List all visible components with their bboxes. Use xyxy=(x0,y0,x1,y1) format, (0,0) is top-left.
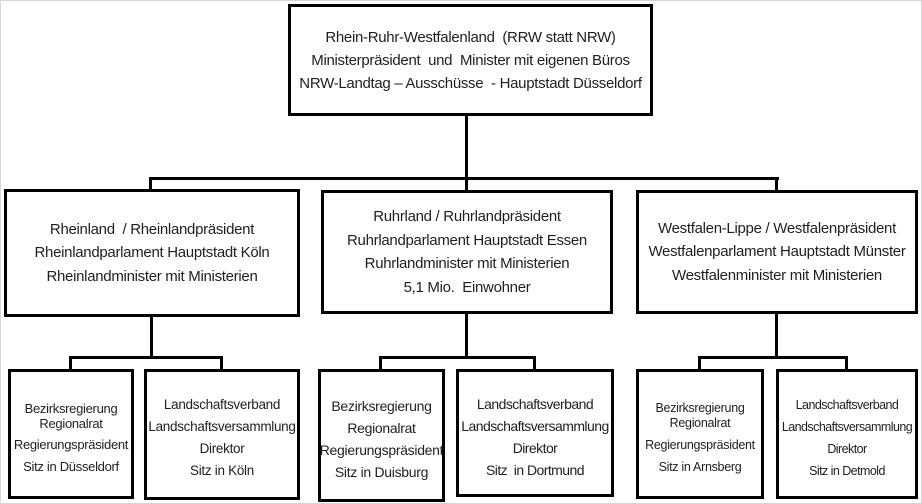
org-box-bezirksregierung-duisburg-line-3: Regierungspräsident xyxy=(319,442,444,458)
org-box-rheinland-line-3: Rheinlandminister mit Ministerien xyxy=(46,267,258,285)
org-box-landschaftsverband-dortmund-line-2: Landschaftsversammlung xyxy=(461,417,609,434)
org-box-bezirksregierung-arnsberg-line-1: Bezirksregierung xyxy=(655,400,745,415)
org-box-landschaftsverband-detmold-line-3: Direktor xyxy=(827,441,867,456)
connector-line xyxy=(150,315,153,359)
org-box-landschaftsverband-koeln-line-3: Direktor xyxy=(199,441,245,456)
org-box-bezirksregierung-duisburg xyxy=(318,369,445,502)
org-box-bezirksregierung-duesseldorf xyxy=(8,369,134,499)
connector-line xyxy=(698,356,848,359)
org-box-landschaftsverband-koeln-line-2: Landschaftsversammlung xyxy=(148,419,296,434)
org-box-ruhrland-line-1: Ruhrland / Ruhrlandpräsident xyxy=(373,208,561,225)
org-box-bezirksregierung-duisburg-line-4: Sitz in Duisburg xyxy=(334,464,429,480)
org-box-landschaftsverband-koeln-line-4: Sitz in Köln xyxy=(190,463,254,478)
org-box-bezirksregierung-duisburg-line-2: Regionalrat xyxy=(347,420,416,436)
org-box-ruhrland-line-4: 5,1 Mio. Einwohner xyxy=(403,278,531,296)
org-box-rrw-land-line-1: Rhein-Ruhr-Westfalenland (RRW statt NRW) xyxy=(325,28,616,46)
org-box-ruhrland-line-3: Ruhrlandminister mit Ministerien xyxy=(364,255,570,272)
org-box-bezirksregierung-duesseldorf-line-1: Bezirksregierung xyxy=(24,400,118,416)
connector-line xyxy=(69,356,223,359)
connector-line xyxy=(845,356,848,370)
org-box-landschaftsverband-detmold-line-4: Sitz in Detmold xyxy=(809,463,885,478)
org-box-rheinland xyxy=(4,189,300,317)
org-box-westfalen-lippe-line-1: Westfalen-Lippe / Westfalenpräsident xyxy=(658,219,896,237)
org-box-landschaftsverband-koeln xyxy=(144,369,300,500)
org-box-ruhrland xyxy=(321,190,613,314)
org-box-landschaftsverband-koeln-line-1: Landschaftsverband xyxy=(163,397,281,412)
org-box-paragraph xyxy=(656,401,745,431)
connector-line xyxy=(775,177,778,191)
org-box-bezirksregierung-duesseldorf-line-2: Regionalrat xyxy=(39,415,103,431)
connector-line xyxy=(533,356,536,370)
org-box-bezirksregierung-arnsberg-line-4: Sitz in Arnsberg xyxy=(658,459,742,474)
connector-line xyxy=(379,356,536,359)
org-box-bezirksregierung-duisburg-line-1: Bezirksregierung xyxy=(331,398,432,414)
org-box-rrw-land-line-2: Ministerpräsident und Minister mit eigenen Büros xyxy=(311,51,630,69)
org-box-landschaftsverband-dortmund-line-1: Landschaftsverband xyxy=(476,395,594,412)
org-box-rheinland-line-1: Rheinland / Rheinlandpräsident xyxy=(49,220,255,238)
org-box-paragraph xyxy=(25,401,118,431)
org-box-landschaftsverband-dortmund xyxy=(456,369,614,497)
connector-line xyxy=(69,356,72,370)
org-box-landschaftsverband-detmold xyxy=(776,369,918,499)
connector-line xyxy=(775,312,778,359)
connector-line xyxy=(465,312,468,359)
connector-line xyxy=(220,356,223,370)
org-box-westfalen-lippe-line-3: Westfalenminister mit Ministerien xyxy=(672,266,882,284)
org-box-bezirksregierung-arnsberg-line-3: Regierungspräsident xyxy=(645,437,755,452)
org-box-bezirksregierung-arnsberg-line-2: Regionalrat xyxy=(669,415,731,430)
connector-line xyxy=(698,356,701,370)
org-box-landschaftsverband-dortmund-line-3: Direktor xyxy=(512,439,558,456)
connector-line xyxy=(379,356,382,370)
org-box-rrw-land-line-3: NRW-Landtag – Ausschüsse - Hauptstadt Düsseldorf xyxy=(299,74,642,92)
org-box-westfalen-lippe xyxy=(636,190,918,314)
org-box-ruhrland-line-2: Ruhrlandparlament Hauptstadt Essen xyxy=(347,231,587,249)
org-box-landschaftsverband-detmold-line-2: Landschaftsversammlung xyxy=(781,419,913,434)
org-box-westfalen-lippe-line-2: Westfalenparlament Hauptstadt Münster xyxy=(648,243,906,261)
org-box-landschaftsverband-detmold-line-1: Landschaftsverband xyxy=(795,397,899,412)
org-box-bezirksregierung-duesseldorf-line-4: Sitz in Düsseldorf xyxy=(23,458,119,474)
org-box-bezirksregierung-duesseldorf-line-3: Regierungspräsident xyxy=(13,436,129,452)
org-box-rrw-land xyxy=(288,4,653,116)
org-box-landschaftsverband-dortmund-line-4: Sitz in Dortmund xyxy=(485,461,585,478)
connector-line xyxy=(149,177,779,180)
org-box-bezirksregierung-arnsberg xyxy=(636,369,764,499)
org-box-rheinland-line-2: Rheinlandparlament Hauptstadt Köln xyxy=(34,244,270,262)
